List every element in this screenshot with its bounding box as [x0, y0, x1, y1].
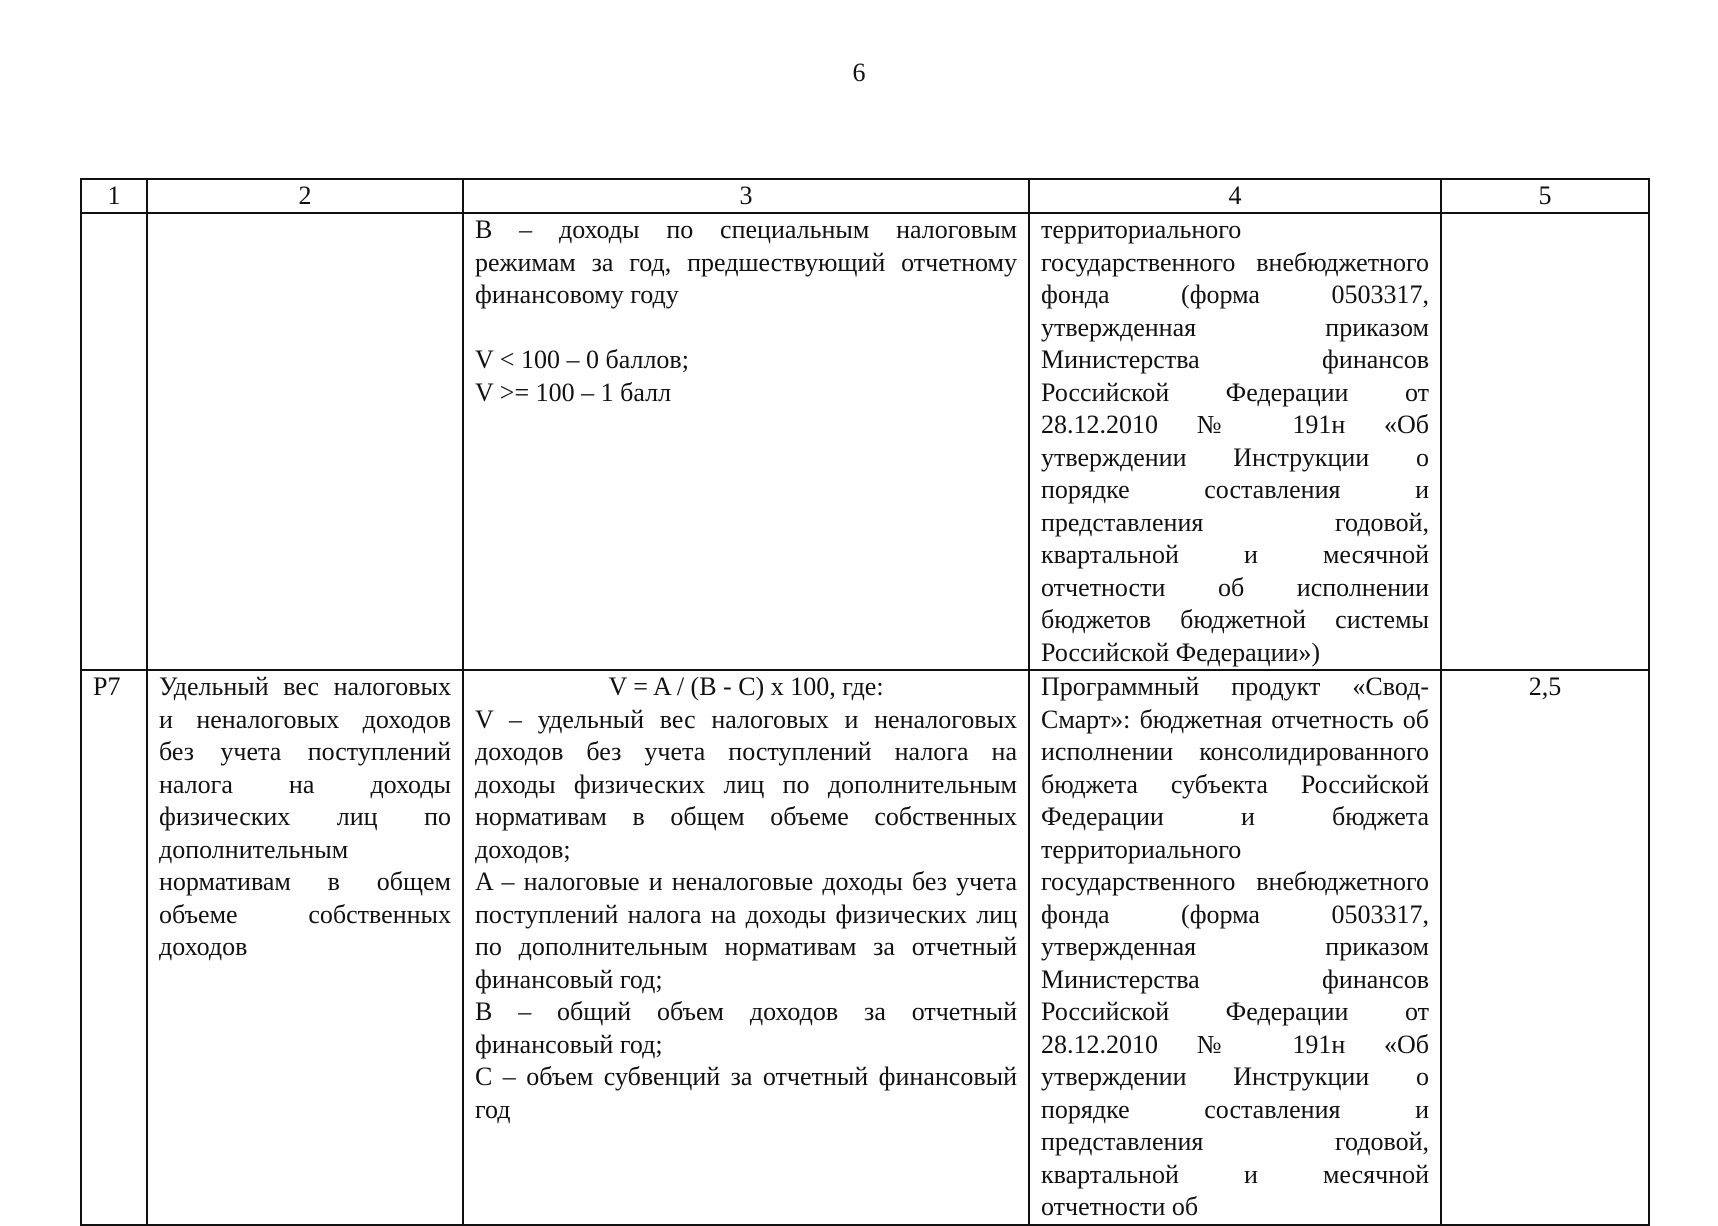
cell-source: Программный продукт «Свод-Смарт»: бюджетная отчетность об исполнении консолидированного бюджета субъекта Российской Федерации и бюджета территориального государственного внебюджетного фонда (форма 0503317, утвержденная приказом Министерства финансов Российской Федерации от 28.12.2010 № 191н «Об утверждении Инструкции о порядке составления и представления годовой, квартальной и месячной отчетности об: [1029, 670, 1441, 1225]
header-col-5: 5: [1441, 179, 1649, 213]
header-row: [81, 179, 1649, 213]
formula-definition-a: A – налоговые и неналоговые доходы без учета поступлений налога на доходы физических лиц по дополнительным нормативам за отчетный финансовый год;: [475, 867, 1017, 994]
header-col-2: 2: [147, 179, 463, 213]
formula-definition-c: C – объем субвенций за отчетный финансовый год: [475, 1062, 1017, 1124]
paragraph-gap: [475, 312, 1017, 345]
cell-indicator: Удельный вес налоговых и неналоговых доходов без учета поступлений налога на доходы физических лиц по дополнительным нормативам в общем объеме собственных доходов: [147, 670, 463, 1225]
cell-weight: [1441, 213, 1649, 670]
cell-source: территориального государственного внебюджетного фонда (форма 0503317, утвержденная приказом Министерства финансов Российской Федерации от 28.12.2010 № 191н «Об утверждении Инструкции о порядке составления и представления годовой, квартальной и месячной отчетности об исполнении бюджетов бюджетной системы Российской Федерации»): [1029, 213, 1441, 670]
cell-weight: 2,5: [1441, 670, 1649, 1225]
score-rule-1: V >= 100 – 1 балл: [475, 377, 672, 407]
header-col-1: 1: [81, 179, 147, 213]
score-rule-0: V < 100 – 0 баллов;: [475, 345, 689, 374]
formula: V = A / (B - C) x 100, где:: [608, 672, 884, 701]
formula-definition-b: B – общий объем доходов за отчетный финансовый год;: [475, 997, 1017, 1059]
header-col-3: 3: [463, 179, 1029, 213]
cell-formula: [463, 213, 1029, 670]
header-col-4: 4: [1029, 179, 1441, 213]
cell-number: P7: [81, 670, 147, 1225]
cell-number: [81, 213, 147, 670]
cell-indicator: [147, 213, 463, 670]
indicator-table: [80, 178, 1650, 1226]
table-row-continued: [81, 213, 1649, 670]
formula-definition-v: V – удельный вес налоговых и неналоговых доходов без учета поступлений налога на доходы физических лиц по дополнительным нормативам в общем объеме собственных доходов;: [475, 704, 1017, 864]
table-row-p7: [81, 670, 1649, 1225]
cell-formula: [463, 670, 1029, 1225]
page-number: 6: [852, 58, 866, 87]
formula-definition-b: B – доходы по специальным налоговым режимам за год, предшествующий отчетному финансовому году: [475, 215, 1017, 309]
table-header: [81, 179, 1649, 213]
